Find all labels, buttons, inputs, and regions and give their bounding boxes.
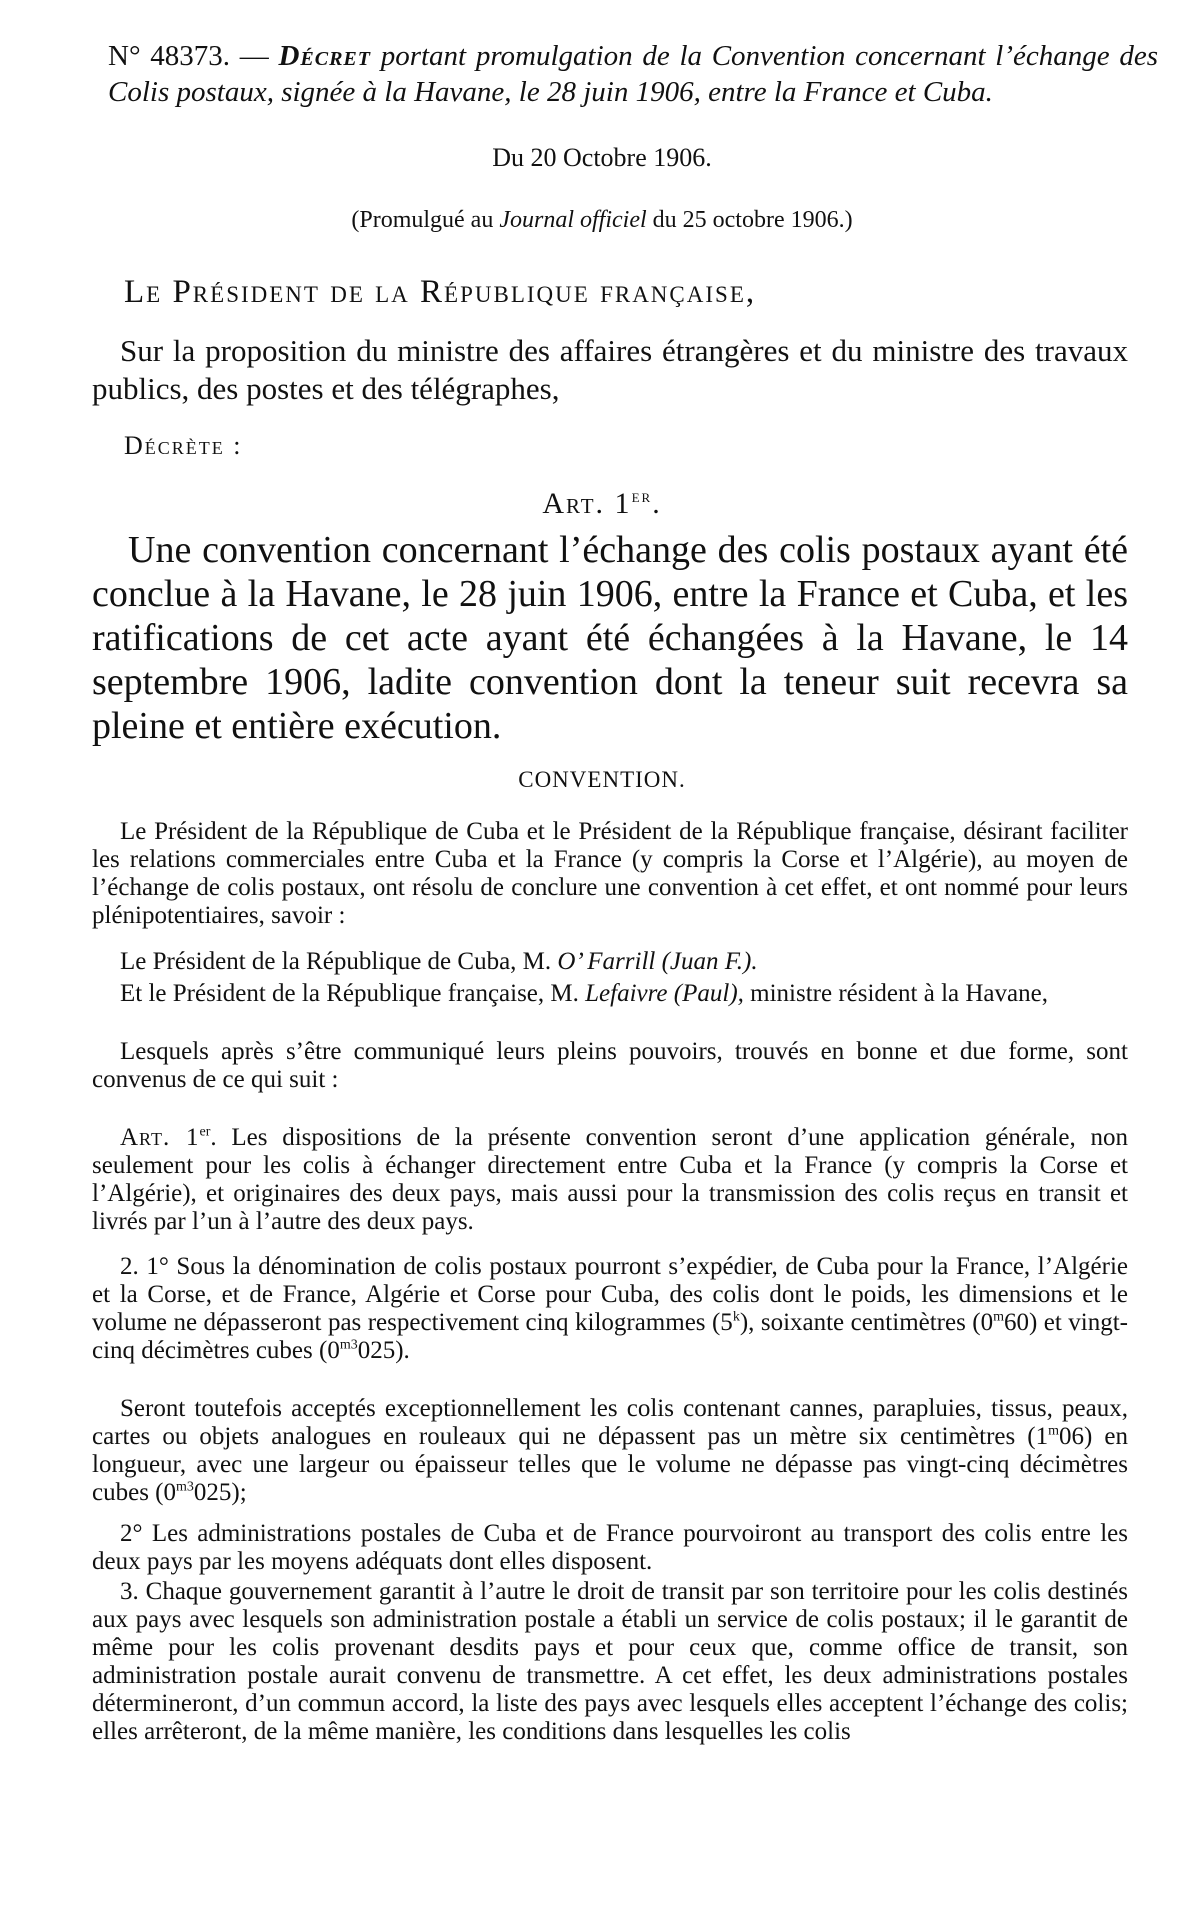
france-rep-prefix: Et le Président de la République française, M. <box>120 980 579 1007</box>
article-1-label: Art. 1 <box>542 487 632 520</box>
cuba-rep-name: O’ Farrill (Juan F.). <box>557 948 758 975</box>
decrete-heading: Décrète : <box>124 431 243 460</box>
decree-word: Décret <box>278 40 371 72</box>
convention-art1-label: Art. 1 <box>120 1124 200 1151</box>
art2-sup-m3: m3 <box>339 1337 358 1353</box>
proposal-paragraph: Sur la proposition du ministre des affaires étrangères et du ministre des travaux publics, des postes et des télégraphes, <box>92 333 1128 406</box>
agreement-paragraph: Lesquels après s’être communiqué leurs pleins pouvoirs, trouvés en bonne et due forme, sont convenus de ce qui suit : <box>92 1038 1128 1093</box>
art2-sup-k: k <box>732 1309 740 1325</box>
president-heading: Le Président de la République française, <box>124 274 757 310</box>
convention-preamble: Le Président de la République de Cuba et le Président de la République française, désirant faciliter les relations commerciales entre Cuba et la France (y compris la Corse et l’Algérie), au moyen de l’échange de colis postaux, ont résolu de conclure une convention à cet effet, et ont nommé pour leurs plénipotentiaires, savoir : <box>92 818 1128 929</box>
france-rep-suffix: ministre résident à la Havane, <box>750 980 1048 1007</box>
cuba-rep-prefix: Le Président de la République de Cuba, M. <box>120 948 552 975</box>
article-1-body: Une convention concernant l’échange des colis postaux ayant été conclue à la Havane, le 28 juin 1906, entre la France et Cuba, et les ratifications de cet acte ayant été échangées à la Havane, le 14 septembre 1906, ladite convention dont la teneur suit recevra sa pleine et entière exécution. <box>92 529 1128 747</box>
exception-sup-m: m <box>1048 1423 1059 1439</box>
journal-name: Journal officiel <box>499 207 647 233</box>
convention-article-3: 3. Chaque gouvernement garantit à l’autre le droit de transit par son territoire pour les colis destinés aux pays avec lesquels son administration postale a établi un service de colis postaux; il le garantit de même pour les colis provenant desdits pays et pour ceux que, comme office de transit, son administration postale aurait convenu de transmettre. A cet effet, les deux administrations postales détermineront, d’un commun accord, la liste des pays avec lesquels elles acceptent l’échange des colis; elles arrêteront, de la même manière, les conditions dans lesquelles les colis <box>92 1578 1128 1745</box>
promulgation-note <box>0 205 1204 235</box>
art2-text-1: 2. 1° Sous la dénomination de colis postaux pourront s’expédier, de Cuba pour la France, l’Algérie et la Corse, et de France, Algérie et Corse pour Cuba, des colis dont le poids, les dimensions et le volume ne dépasseront pas respectivement cinq kilogrammes (5 <box>92 1253 1128 1336</box>
exception-text-2: 06) en longueur, avec une largeur ou épaisseur telles que le volume ne dépasse pas vingt-cinq décimètres cubes (0 <box>92 1423 1128 1506</box>
promulgation-prefix: (Promulgué au <box>351 207 494 233</box>
article-1-end: . <box>652 487 662 520</box>
convention-article-2 <box>92 1253 1128 1365</box>
art2-text-3: 60) et vingt-cinq décimètres cubes (0 <box>92 1309 1128 1364</box>
decree-date: Du 20 Octobre 1906. <box>492 143 712 172</box>
decree-number: N° 48373. <box>108 40 231 72</box>
exception-text-1: Seront toutefois acceptés exceptionnellement les colis contenant cannes, parapluies, tissus, peaux, cartes ou objets analogues en rouleaux qui ne dépassent pas un mètre six centimètres (1 <box>92 1395 1128 1450</box>
art2-text-4: 025). <box>357 1337 410 1364</box>
exception-sup-m3: m3 <box>176 1479 194 1495</box>
art2-sup-m: m <box>993 1309 1004 1325</box>
promulgation-suffix: du 25 octobre 1906.) <box>652 207 853 233</box>
convention-article-2-transport: 2° Les administrations postales de Cuba et de France pourvoiront au transport des colis entre les deux pays par les moyens adéquats dont elles disposent. <box>92 1520 1128 1575</box>
convention-heading: CONVENTION. <box>518 767 686 792</box>
article-1-sup: er <box>631 486 653 506</box>
decree-header <box>108 38 1158 110</box>
france-plenipotentiary <box>92 980 1128 1008</box>
convention-article-2-exception <box>92 1395 1128 1507</box>
convention-art1-sup: er <box>199 1124 211 1140</box>
header-dash: — <box>239 40 269 72</box>
art2-text-2: ), soixante centimètres (0 <box>739 1309 994 1336</box>
convention-art1-text: . Les dispositions de la présente convention seront d’une application générale, non seulement pour les colis à échanger directement entre Cuba et la France (y compris la Corse et l’Algérie), et originaires des deux pays, mais aussi pour la transmission des colis reçus en transit et livrés par l’un à l’autre des deux pays. <box>92 1124 1128 1235</box>
decree-title: portant promulgation de la Convention concernant l’échange des Colis postaux, signée à la Havane, le 28 juin 1906, entre la France et Cuba. <box>108 40 1159 108</box>
article-1-heading <box>0 478 1204 522</box>
convention-article-1 <box>92 1124 1128 1236</box>
france-rep-name: Lefaivre (Paul), <box>585 980 744 1007</box>
cuba-plenipotentiary <box>92 948 1128 976</box>
exception-text-3: 025); <box>193 1479 247 1506</box>
